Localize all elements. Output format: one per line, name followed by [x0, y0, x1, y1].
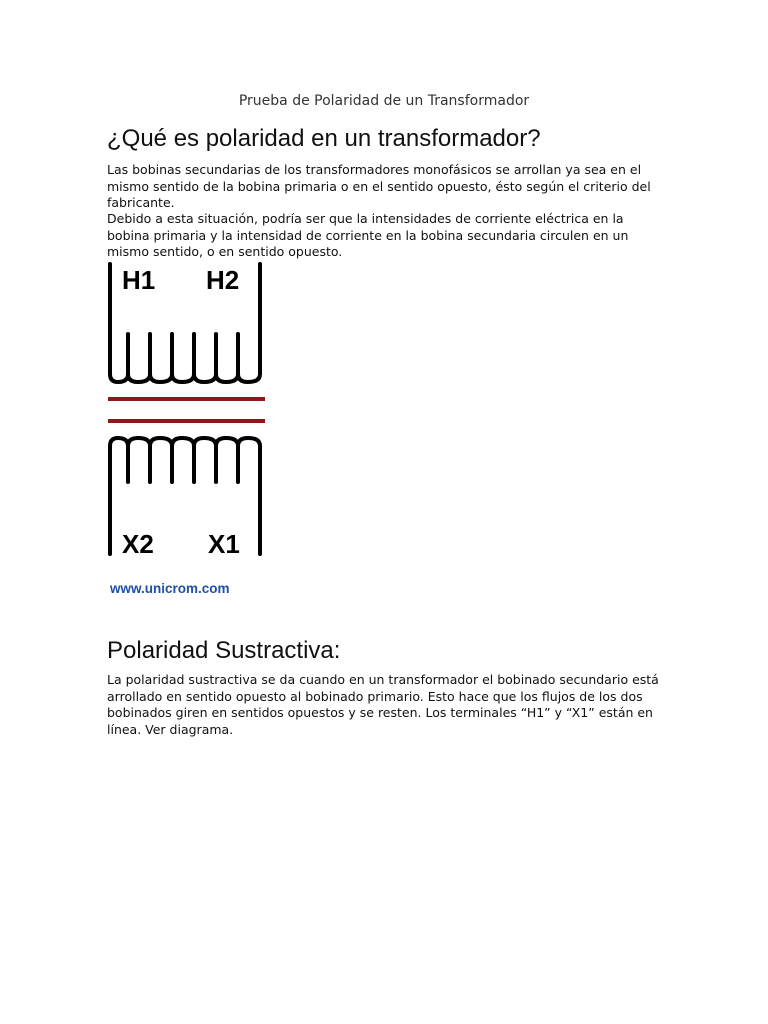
section-heading-sustractiva: Polaridad Sustractiva:	[107, 637, 341, 664]
paragraph-corriente: Debido a esta situación, podría ser que la intensidades de corriente eléctrica en la bobina primaria y la intensidad de corriente en la bobina secundaria circulen en un mismo sentido, o en sentido opuesto.	[107, 211, 629, 259]
terminal-label-h2: H2	[206, 265, 240, 295]
paragraph-sustractiva: La polaridad sustractiva se da cuando en un transformador el bobinado secundario está arrollado en sentido opuesto al bobinado primario. Esto hace que los flujos de los dos bobinados giren en sentidos opuestos y se resten. Los terminales “H1” y “X1” están en línea. Ver diagrama.	[107, 672, 659, 737]
terminal-label-x1: X1	[208, 529, 240, 559]
terminal-label-h1: H1	[122, 265, 156, 295]
paragraph-bobinas: Las bobinas secundarias de los transformadores monofásicos se arrollan ya sea en el mismo sentido de la bobina primaria o en el sentido opuesto, ésto según el criterio del fabricante.	[107, 162, 651, 210]
watermark-unicrom: www.unicrom.com	[110, 581, 230, 596]
section-heading-polaridad: ¿Qué es polaridad en un transformador?	[107, 125, 541, 152]
transformer-polarity-diagram	[100, 262, 280, 602]
page-title: Prueba de Polaridad de un Transformador	[238, 93, 530, 109]
terminal-label-x2: X2	[122, 529, 154, 559]
